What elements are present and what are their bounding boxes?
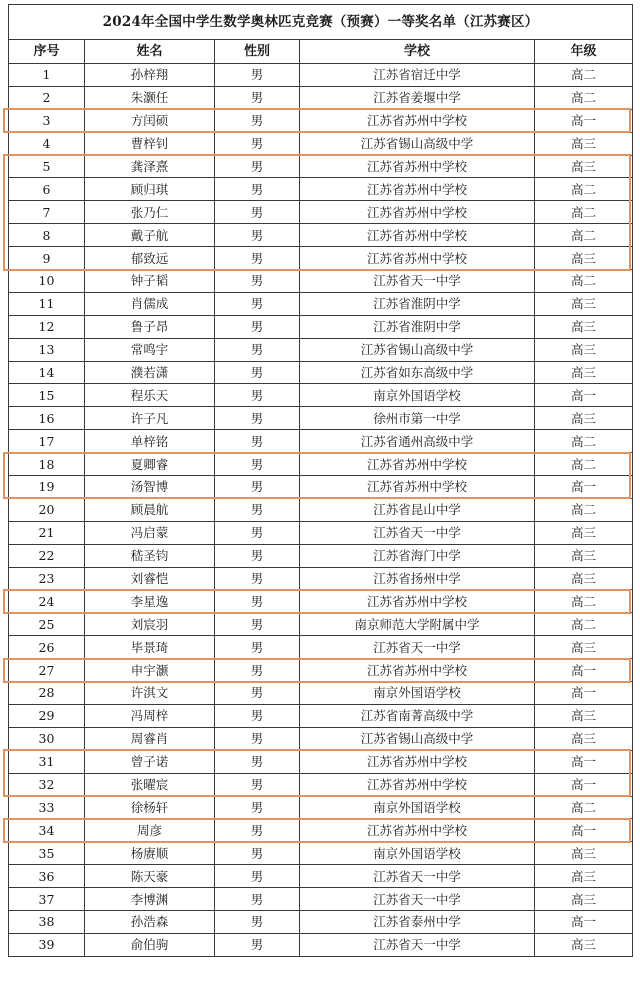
- row-number: 23: [9, 567, 85, 590]
- school-name: 江苏省锡山高级中学: [300, 727, 535, 750]
- table-row: [9, 315, 633, 338]
- grade-level: 高三: [535, 132, 633, 155]
- row-number: 13: [9, 338, 85, 361]
- grade-level: 高二: [535, 64, 633, 87]
- header-school: 学校: [300, 40, 535, 64]
- student-name: 程乐天: [85, 384, 215, 407]
- table-row: [9, 636, 633, 659]
- grade-level: 高三: [535, 888, 633, 911]
- student-gender: 男: [215, 224, 300, 247]
- student-name: 毕景琦: [85, 636, 215, 659]
- student-name: 李博渊: [85, 888, 215, 911]
- student-name: 李星逸: [85, 590, 215, 613]
- grade-level: 高一: [535, 476, 633, 499]
- table-row: [9, 659, 633, 682]
- student-name: 钟子韬: [85, 270, 215, 293]
- student-gender: 男: [215, 201, 300, 224]
- table-body: [9, 64, 633, 957]
- student-gender: 男: [215, 819, 300, 842]
- row-number: 24: [9, 590, 85, 613]
- student-name: 刘宸羽: [85, 613, 215, 636]
- table-row: [9, 64, 633, 87]
- grade-level: 高三: [535, 704, 633, 727]
- school-name: 南京外国语学校: [300, 682, 535, 705]
- school-name: 江苏省天一中学: [300, 888, 535, 911]
- table-row: [9, 773, 633, 796]
- school-name: 江苏省苏州中学校: [300, 109, 535, 132]
- student-gender: 男: [215, 361, 300, 384]
- row-number: 29: [9, 704, 85, 727]
- grade-level: 高二: [535, 430, 633, 453]
- table-row: [9, 750, 633, 773]
- row-number: 2: [9, 86, 85, 109]
- header-name: 姓名: [85, 40, 215, 64]
- school-name: 江苏省苏州中学校: [300, 819, 535, 842]
- student-gender: 男: [215, 178, 300, 201]
- row-number: 27: [9, 659, 85, 682]
- grade-level: 高三: [535, 315, 633, 338]
- school-name: 南京外国语学校: [300, 796, 535, 819]
- grade-level: 高二: [535, 613, 633, 636]
- table-row: [9, 86, 633, 109]
- table-row: [9, 270, 633, 293]
- table-row: [9, 590, 633, 613]
- row-number: 19: [9, 476, 85, 499]
- grade-level: 高一: [535, 384, 633, 407]
- award-list-sheet: [8, 4, 632, 957]
- student-name: 龚泽熹: [85, 155, 215, 178]
- grade-level: 高三: [535, 521, 633, 544]
- student-name: 濮若潇: [85, 361, 215, 384]
- student-gender: 男: [215, 842, 300, 865]
- student-gender: 男: [215, 567, 300, 590]
- school-name: 南京外国语学校: [300, 384, 535, 407]
- school-name: 江苏省苏州中学校: [300, 155, 535, 178]
- school-name: 江苏省如东高级中学: [300, 361, 535, 384]
- student-gender: 男: [215, 86, 300, 109]
- row-number: 8: [9, 224, 85, 247]
- student-name: 单梓铭: [85, 430, 215, 453]
- grade-level: 高一: [535, 682, 633, 705]
- row-number: 16: [9, 407, 85, 430]
- school-name: 南京师范大学附属中学: [300, 613, 535, 636]
- school-name: 江苏省苏州中学校: [300, 590, 535, 613]
- grade-level: 高二: [535, 796, 633, 819]
- school-name: 南京外国语学校: [300, 842, 535, 865]
- row-number: 4: [9, 132, 85, 155]
- school-name: 江苏省锡山高级中学: [300, 338, 535, 361]
- table-row: [9, 544, 633, 567]
- row-number: 35: [9, 842, 85, 865]
- table-row: [9, 247, 633, 270]
- grade-level: 高三: [535, 361, 633, 384]
- grade-level: 高二: [535, 453, 633, 476]
- table-row: [9, 476, 633, 499]
- title-row: [9, 5, 633, 40]
- student-name: 方闰硕: [85, 109, 215, 132]
- student-gender: 男: [215, 247, 300, 270]
- grade-level: 高一: [535, 819, 633, 842]
- award-table: [8, 4, 633, 957]
- student-gender: 男: [215, 910, 300, 933]
- school-name: 江苏省苏州中学校: [300, 453, 535, 476]
- school-name: 江苏省昆山中学: [300, 498, 535, 521]
- student-name: 徐杨轩: [85, 796, 215, 819]
- student-gender: 男: [215, 796, 300, 819]
- table-row: [9, 407, 633, 430]
- student-gender: 男: [215, 750, 300, 773]
- row-number: 32: [9, 773, 85, 796]
- grade-level: 高一: [535, 910, 633, 933]
- row-number: 6: [9, 178, 85, 201]
- row-number: 17: [9, 430, 85, 453]
- table-row: [9, 682, 633, 705]
- school-name: 江苏省泰州中学: [300, 910, 535, 933]
- table-row: [9, 888, 633, 911]
- grade-level: 高三: [535, 636, 633, 659]
- grade-level: 高三: [535, 544, 633, 567]
- student-gender: 男: [215, 292, 300, 315]
- table-row: [9, 933, 633, 956]
- table-row: [9, 430, 633, 453]
- grade-level: 高三: [535, 567, 633, 590]
- school-name: 江苏省天一中学: [300, 865, 535, 888]
- student-gender: 男: [215, 521, 300, 544]
- student-name: 嵇圣钧: [85, 544, 215, 567]
- student-gender: 男: [215, 476, 300, 499]
- table-row: [9, 384, 633, 407]
- row-number: 9: [9, 247, 85, 270]
- school-name: 江苏省苏州中学校: [300, 201, 535, 224]
- table-row: [9, 155, 633, 178]
- student-gender: 男: [215, 64, 300, 87]
- student-name: 俞伯驹: [85, 933, 215, 956]
- grade-level: 高三: [535, 247, 633, 270]
- table-title: 2024年全国中学生数学奥林匹克竞赛（预赛）一等奖名单（江苏赛区）: [9, 5, 633, 40]
- grade-level: 高三: [535, 407, 633, 430]
- grade-level: 高二: [535, 201, 633, 224]
- student-name: 陈天豪: [85, 865, 215, 888]
- student-gender: 男: [215, 407, 300, 430]
- school-name: 江苏省苏州中学校: [300, 247, 535, 270]
- table-row: [9, 109, 633, 132]
- row-number: 11: [9, 292, 85, 315]
- school-name: 江苏省苏州中学校: [300, 224, 535, 247]
- student-gender: 男: [215, 498, 300, 521]
- student-name: 顾晨航: [85, 498, 215, 521]
- row-number: 33: [9, 796, 85, 819]
- student-name: 郁致远: [85, 247, 215, 270]
- grade-level: 高二: [535, 270, 633, 293]
- school-name: 徐州市第一中学: [300, 407, 535, 430]
- student-name: 张曜宸: [85, 773, 215, 796]
- table-row: [9, 819, 633, 842]
- grade-level: 高三: [535, 727, 633, 750]
- student-name: 周睿肖: [85, 727, 215, 750]
- student-gender: 男: [215, 132, 300, 155]
- row-number: 31: [9, 750, 85, 773]
- student-gender: 男: [215, 727, 300, 750]
- school-name: 江苏省苏州中学校: [300, 773, 535, 796]
- school-name: 江苏省苏州中学校: [300, 476, 535, 499]
- row-number: 36: [9, 865, 85, 888]
- student-gender: 男: [215, 453, 300, 476]
- student-gender: 男: [215, 270, 300, 293]
- grade-level: 高三: [535, 842, 633, 865]
- student-name: 夏卿睿: [85, 453, 215, 476]
- grade-level: 高二: [535, 178, 633, 201]
- header-grade: 年级: [535, 40, 633, 64]
- row-number: 30: [9, 727, 85, 750]
- row-number: 18: [9, 453, 85, 476]
- table-row: [9, 613, 633, 636]
- student-name: 曾子诺: [85, 750, 215, 773]
- grade-level: 高三: [535, 155, 633, 178]
- student-name: 常鸣宇: [85, 338, 215, 361]
- school-name: 江苏省通州高级中学: [300, 430, 535, 453]
- row-number: 12: [9, 315, 85, 338]
- row-number: 7: [9, 201, 85, 224]
- table-row: [9, 292, 633, 315]
- row-number: 26: [9, 636, 85, 659]
- table-row: [9, 521, 633, 544]
- student-name: 许淇文: [85, 682, 215, 705]
- row-number: 34: [9, 819, 85, 842]
- school-name: 江苏省淮阴中学: [300, 292, 535, 315]
- student-gender: 男: [215, 384, 300, 407]
- table-row: [9, 498, 633, 521]
- row-number: 14: [9, 361, 85, 384]
- table-row: [9, 567, 633, 590]
- grade-level: 高二: [535, 86, 633, 109]
- student-gender: 男: [215, 636, 300, 659]
- grade-level: 高一: [535, 109, 633, 132]
- student-name: 顾归琪: [85, 178, 215, 201]
- table-row: [9, 727, 633, 750]
- table-row: [9, 224, 633, 247]
- student-name: 朱灏任: [85, 86, 215, 109]
- row-number: 10: [9, 270, 85, 293]
- table-row: [9, 842, 633, 865]
- grade-level: 高二: [535, 498, 633, 521]
- student-gender: 男: [215, 773, 300, 796]
- header-number: 序号: [9, 40, 85, 64]
- student-name: 冯启蒙: [85, 521, 215, 544]
- student-gender: 男: [215, 430, 300, 453]
- row-number: 25: [9, 613, 85, 636]
- header-gender: 性别: [215, 40, 300, 64]
- row-number: 37: [9, 888, 85, 911]
- row-number: 22: [9, 544, 85, 567]
- student-name: 冯周梓: [85, 704, 215, 727]
- school-name: 江苏省淮阴中学: [300, 315, 535, 338]
- table-row: [9, 865, 633, 888]
- grade-level: 高二: [535, 590, 633, 613]
- student-gender: 男: [215, 704, 300, 727]
- student-name: 戴子航: [85, 224, 215, 247]
- student-name: 刘睿恺: [85, 567, 215, 590]
- table-row: [9, 796, 633, 819]
- row-number: 3: [9, 109, 85, 132]
- school-name: 江苏省天一中学: [300, 636, 535, 659]
- student-name: 张乃仁: [85, 201, 215, 224]
- student-gender: 男: [215, 865, 300, 888]
- table-row: [9, 453, 633, 476]
- row-number: 5: [9, 155, 85, 178]
- table-row: [9, 704, 633, 727]
- school-name: 江苏省天一中学: [300, 270, 535, 293]
- student-name: 孙浩森: [85, 910, 215, 933]
- student-name: 汤智博: [85, 476, 215, 499]
- grade-level: 高二: [535, 224, 633, 247]
- grade-level: 高一: [535, 773, 633, 796]
- school-name: 江苏省海门中学: [300, 544, 535, 567]
- row-number: 39: [9, 933, 85, 956]
- student-gender: 男: [215, 338, 300, 361]
- school-name: 江苏省扬州中学: [300, 567, 535, 590]
- row-number: 15: [9, 384, 85, 407]
- school-name: 江苏省宿迁中学: [300, 64, 535, 87]
- student-name: 鲁子昂: [85, 315, 215, 338]
- student-gender: 男: [215, 933, 300, 956]
- student-name: 周彦: [85, 819, 215, 842]
- student-name: 杨赓顺: [85, 842, 215, 865]
- table-row: [9, 201, 633, 224]
- student-gender: 男: [215, 315, 300, 338]
- school-name: 江苏省苏州中学校: [300, 659, 535, 682]
- row-number: 38: [9, 910, 85, 933]
- header-row: [9, 40, 633, 64]
- table-row: [9, 132, 633, 155]
- school-name: 江苏省苏州中学校: [300, 750, 535, 773]
- row-number: 21: [9, 521, 85, 544]
- student-gender: 男: [215, 682, 300, 705]
- student-name: 肖儒成: [85, 292, 215, 315]
- row-number: 20: [9, 498, 85, 521]
- table-row: [9, 361, 633, 384]
- school-name: 江苏省姜堰中学: [300, 86, 535, 109]
- table-row: [9, 178, 633, 201]
- row-number: 1: [9, 64, 85, 87]
- school-name: 江苏省天一中学: [300, 521, 535, 544]
- grade-level: 高一: [535, 750, 633, 773]
- table-row: [9, 338, 633, 361]
- school-name: 江苏省南菁高级中学: [300, 704, 535, 727]
- student-gender: 男: [215, 590, 300, 613]
- student-name: 申宇灏: [85, 659, 215, 682]
- school-name: 江苏省锡山高级中学: [300, 132, 535, 155]
- row-number: 28: [9, 682, 85, 705]
- student-gender: 男: [215, 155, 300, 178]
- grade-level: 高三: [535, 338, 633, 361]
- student-gender: 男: [215, 613, 300, 636]
- student-name: 曹梓钊: [85, 132, 215, 155]
- student-name: 许子凡: [85, 407, 215, 430]
- table-row: [9, 910, 633, 933]
- student-gender: 男: [215, 544, 300, 567]
- student-gender: 男: [215, 888, 300, 911]
- grade-level: 高三: [535, 933, 633, 956]
- grade-level: 高三: [535, 865, 633, 888]
- student-name: 孙梓翔: [85, 64, 215, 87]
- school-name: 江苏省苏州中学校: [300, 178, 535, 201]
- student-gender: 男: [215, 659, 300, 682]
- school-name: 江苏省天一中学: [300, 933, 535, 956]
- student-gender: 男: [215, 109, 300, 132]
- grade-level: 高一: [535, 659, 633, 682]
- grade-level: 高三: [535, 292, 633, 315]
